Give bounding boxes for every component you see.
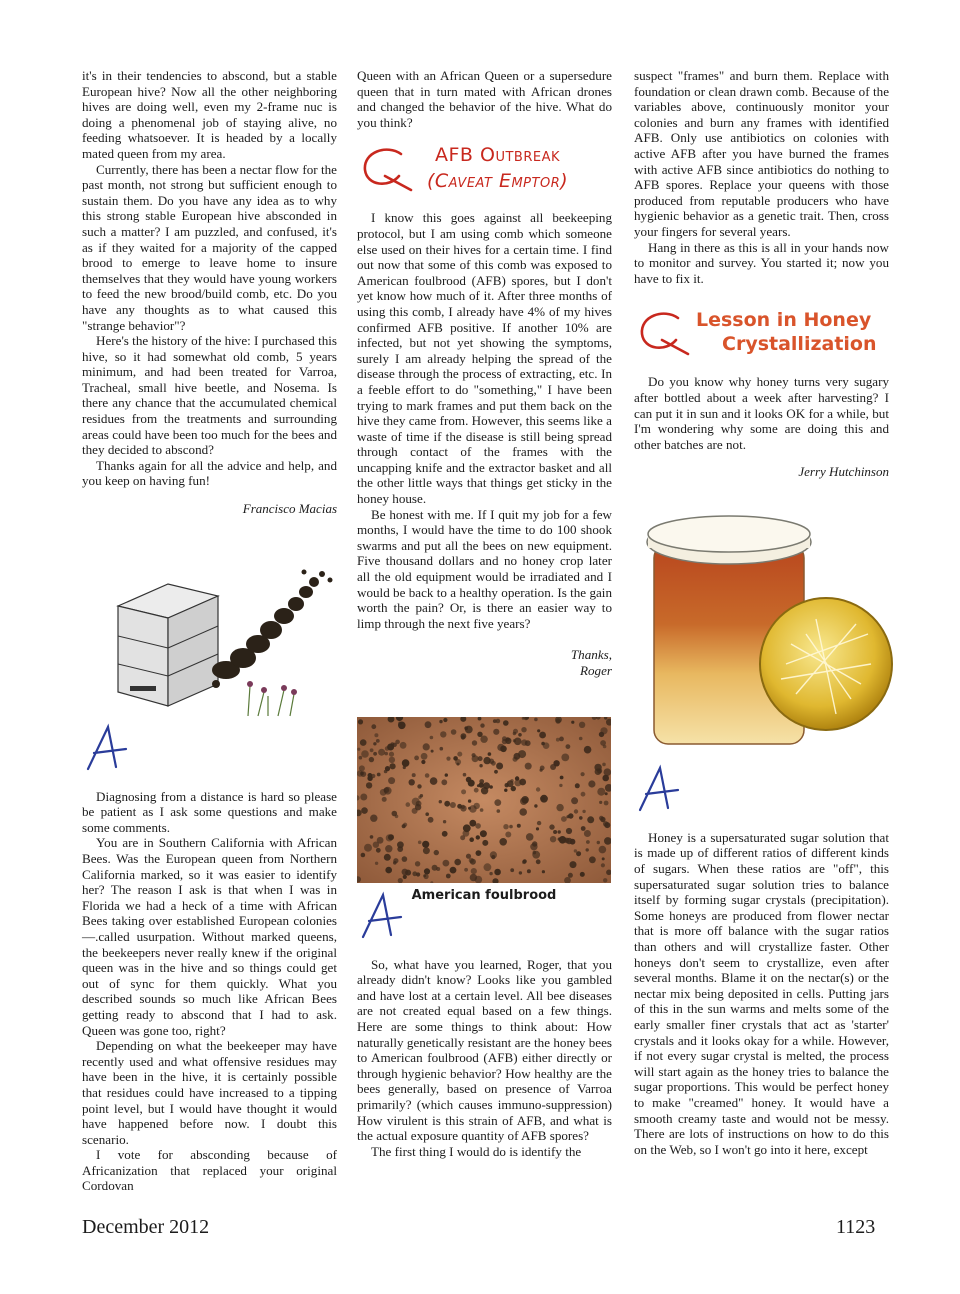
brood-cell	[480, 723, 484, 727]
brood-cell	[391, 742, 395, 746]
letter-paragraph: it's in their tendencies to abscond, but a stable European hive? Now all the other neighboring hives are doing well, even my 2-frame nuc is doing a phenomenal job of staying alive, no feeding whatsoever. It is headed by a locally mated queen from my area.	[82, 68, 337, 161]
brood-cell	[500, 746, 507, 753]
brood-cell	[505, 832, 511, 838]
brood-cell	[412, 871, 417, 876]
brood-cell	[566, 828, 572, 834]
brood-cell	[575, 783, 580, 788]
brood-cell	[370, 815, 377, 822]
brood-cell	[539, 732, 546, 739]
brood-cell	[461, 735, 465, 739]
brood-cell	[579, 722, 585, 728]
brood-cell	[468, 807, 471, 810]
brood-cell	[499, 838, 507, 846]
brood-cell	[510, 868, 514, 872]
brood-cell	[375, 862, 378, 865]
brood-cell	[534, 804, 537, 807]
brood-cell	[370, 835, 374, 839]
brood-cell	[357, 748, 360, 751]
column-2	[357, 68, 612, 1159]
brood-cell	[556, 738, 560, 742]
brood-cell	[440, 731, 446, 737]
brood-cell	[493, 729, 499, 735]
brood-cell	[521, 739, 527, 745]
brood-cell	[559, 784, 562, 787]
brood-cell	[489, 872, 492, 875]
brood-cell	[443, 820, 446, 823]
brood-cell	[599, 846, 607, 854]
brood-cell	[464, 868, 468, 872]
brood-cell	[599, 801, 602, 804]
brood-cell	[514, 779, 521, 786]
brood-cell	[370, 748, 374, 752]
question-title	[696, 308, 877, 356]
brood-cell	[423, 847, 430, 854]
brood-cell	[361, 853, 366, 858]
brood-cell	[559, 737, 564, 742]
brood-cell	[472, 753, 476, 757]
brood-cell	[558, 838, 561, 841]
brood-cell	[361, 750, 369, 758]
brood-cell	[461, 789, 466, 794]
brood-cell	[463, 773, 467, 777]
brood-cell	[561, 754, 569, 762]
brood-cell	[384, 752, 388, 756]
brood-cell	[378, 749, 385, 756]
brood-cell	[382, 797, 387, 802]
brood-cell	[417, 784, 421, 788]
brood-cell	[496, 763, 503, 770]
question-header-afb	[357, 140, 612, 204]
brood-cell	[464, 726, 468, 730]
brood-cell	[376, 739, 380, 743]
brood-cell	[393, 861, 397, 865]
brood-cell	[574, 809, 578, 813]
brood-cell	[489, 759, 494, 764]
brood-cell	[388, 834, 394, 840]
brood-cell	[360, 794, 367, 801]
brood-cell	[457, 804, 462, 809]
brood-cell	[504, 789, 507, 792]
brood-cell	[359, 756, 363, 760]
brood-cell	[584, 746, 592, 754]
brood-cell	[371, 724, 376, 729]
brood-cell	[369, 757, 374, 762]
answer-paragraph: Depending on what the beekeeper may have recently used and what offensive residues may have been in the hive, it is certainly possible that residues could have increased to a tipping point level, but I would have thought it would have happened before now. I doubt this scenario.	[82, 1038, 337, 1147]
answer-paragraph: Diagnosing from a distance is hard so please be patient as I ask some questions and make some comments.	[82, 788, 337, 835]
letter-paragraph: Be honest with me. If I quit my job for a few months, I would have the time to do 100 shook swarms and put all the bees on new equipment. Five thousand dollars and no honey crop later all the old equipment would be irradiated and I would be back to a healthy operation. Is the gain worth the pain? Or, is there an easier way to limp through the next five years?	[357, 506, 612, 631]
brood-cell	[586, 848, 589, 851]
brood-cell	[385, 845, 392, 852]
brood-cell	[395, 740, 400, 745]
beehive-swarm-illustration	[108, 566, 340, 718]
brood-cell	[469, 820, 476, 827]
brood-cell	[488, 752, 492, 756]
brood-cell	[442, 831, 448, 837]
brood-cell	[581, 772, 585, 776]
brood-cell	[443, 860, 450, 867]
brood-cell	[476, 850, 482, 856]
answer-paragraph: You are in Southern California with African Bees. Was the European queen from Northern California marked, so it was easier to identify her? The reason I ask is that when I was in Florida we had a heck of a time with African Bees taking over established European colonies —.called usurpation. Without marked queens, the beekeepers never really knew if the original queen was in the hive and so things could get out of sync for them quickly. What you described sounds so much like African Bees getting ready to abscond that I had to ask. Queen was gone too, right?	[82, 835, 337, 1038]
brood-cell	[522, 860, 526, 864]
brood-cell	[476, 835, 480, 839]
photo-caption: American foulbrood	[411, 888, 557, 903]
brood-cell	[403, 875, 407, 879]
brood-cell	[493, 719, 497, 723]
brood-cell	[441, 779, 447, 785]
brood-cell	[566, 838, 572, 844]
brood-cell	[571, 797, 578, 804]
brood-cell	[368, 773, 373, 778]
letter-paragraph: Here's the history of the hive: I purchased this hive, so it had somewhat old comb, 5 years minimum, and had been treated for Varroa, Tracheal, small hive beetle, and Nosema. Is there any chance that the accumulated chemical residues from the treatments and surrounding areas could have been too much for the bees and they decided to abscond?	[82, 333, 337, 458]
brood-cell	[568, 813, 573, 818]
brood-cell	[568, 873, 573, 878]
brood-cell	[445, 773, 448, 776]
brood-cell	[540, 795, 548, 803]
brood-cell	[597, 841, 600, 844]
brood-cell	[398, 722, 401, 725]
brood-cell	[421, 753, 428, 760]
brood-cell	[474, 803, 480, 809]
brood-cell	[586, 840, 590, 844]
title-line-2: (Caveat Emptor)	[427, 170, 569, 193]
brood-cell	[533, 851, 537, 855]
brood-cell	[603, 878, 607, 882]
brood-cell	[482, 840, 488, 846]
brood-cell	[582, 810, 585, 813]
brood-cell	[537, 729, 540, 732]
title-line-1: Lesson in Honey	[696, 309, 872, 332]
brood-cell	[398, 878, 403, 883]
answer-paragraph: Hang in there as this is all in your hands now to monitor and survey. You started it; now you have to fix it.	[634, 239, 889, 286]
brood-cell	[494, 799, 501, 806]
signature: Jerry Hutchinson	[798, 464, 889, 480]
question-q-icon	[634, 304, 694, 364]
brood-cell	[566, 744, 571, 749]
brood-cell	[579, 816, 583, 820]
brood-cell	[389, 757, 395, 763]
brood-cell	[424, 868, 430, 874]
brood-cell	[377, 773, 381, 777]
brood-cell	[588, 780, 595, 787]
brood-cell	[525, 763, 532, 770]
brood-cell	[374, 733, 378, 737]
brood-cell	[581, 792, 586, 797]
signature-line: Thanks,	[570, 647, 612, 663]
brood-cell	[604, 801, 609, 806]
brood-cell	[589, 856, 596, 863]
brood-cell	[513, 739, 516, 742]
brood-cell	[556, 804, 563, 811]
brood-cell	[543, 742, 550, 749]
brood-cell	[446, 757, 450, 761]
brood-cell	[483, 782, 490, 789]
brood-cell	[384, 787, 390, 793]
brood-cell	[579, 737, 583, 741]
brood-cell	[570, 861, 577, 868]
brood-cell	[519, 871, 522, 874]
brood-cell	[385, 867, 392, 874]
page-number: 1123	[836, 1216, 876, 1238]
answer-paragraph: I vote for absconding because of Africanization that replaced your original Cordovan	[82, 1147, 337, 1194]
brood-cell	[597, 788, 605, 796]
brood-cell	[422, 841, 429, 848]
brood-cell	[494, 770, 498, 774]
brood-cell	[443, 718, 447, 722]
brood-cell	[366, 782, 372, 788]
brood-cell	[549, 824, 554, 829]
brood-cell	[600, 740, 606, 746]
brood-cell	[425, 773, 430, 778]
brood-cell	[574, 849, 577, 852]
brood-cell	[484, 863, 492, 871]
answer-paragraph: suspect "frames" and burn them. Replace with foundation or clean drawn comb. Because of the variables above, continuously monitor your colonies and burn any frames with identified AFB. Only use antibiotics on colonies with active AFB after you have burned the frames with active AFB since antibiotics do nothing to AFB spores. Replace your queens with those produced from reputable producers who have hygienic behavior as a genetic trait. Then, cross your fingers for several years.	[634, 68, 889, 239]
brood-cell	[434, 850, 439, 855]
answer-paragraph: So, what have you learned, Roger, that you already didn't know? Looks like you gambled and have lost at a certain level. All bee diseases are not created equal based on a few things. Here are some things to think about: How naturally genetically resistant are the honey bees to American foulbrood (AFB) either directly or through hygienic behavior? How healthy are the bees generally, based on presence of Varroa primarily? (which causes immuno-suppression) How virulent is this strain of AFB, and what is the actual exposure quantity of AFB spores?	[357, 956, 612, 1144]
brood-cell	[415, 861, 420, 866]
brood-cell	[576, 851, 581, 856]
brood-cell	[373, 742, 376, 745]
brood-cell	[460, 835, 465, 840]
brood-cell	[385, 766, 390, 771]
question-header-honey	[634, 304, 889, 368]
brood-cell	[511, 786, 516, 791]
brood-cell	[431, 750, 434, 753]
brood-cell	[455, 759, 461, 765]
brood-cell	[542, 870, 545, 873]
brood-cell	[517, 824, 521, 828]
brood-cell	[604, 768, 612, 776]
brood-cell	[428, 817, 434, 823]
answer-paragraph: Honey is a supersaturated sugar solution that is made up of different ratios of different kinds of sugars. When these ratios are "off", this supersaturated sugar solution tries to balance itself by forming sugar crystals (precipitation). Some honeys are produced from flower nectar that is more off balance with the sugar ratios than others and will crystallize faster. Other honeys don't seem to crystallize, even after several months. Blame it on the nectar(s) or the nectar mix being deposited in cells. Putting jars of this in the sun warms and melts some of the early smaller finer crystals that act as 'starter' crystals and it looks okay for a while. However, if not every sugar crystal is melted, the process will start again as the honey tries to balance the sugar proportions. This would be perfect honey to make "creamed" honey. It would have a smooth creamy taste and would not be messy. There are lots of instructions on how to do this on the Web, so I won't go into it here, except	[634, 829, 889, 1157]
brood-cell	[376, 848, 381, 853]
brood-cell	[580, 872, 585, 877]
brood-cell	[530, 843, 537, 850]
brood-cell	[468, 799, 471, 802]
brood-cell	[581, 826, 586, 831]
signature-name: Roger	[580, 663, 612, 678]
letter-paragraph: Thanks again for all the advice and help, and you keep on having fun!	[82, 457, 337, 489]
brood-cell	[418, 796, 421, 799]
brood-cell	[423, 743, 430, 750]
brood-cell	[360, 772, 364, 776]
brood-cell	[494, 869, 501, 876]
brood-cell	[537, 821, 541, 825]
brood-cell	[364, 844, 372, 852]
brood-cell	[406, 802, 411, 807]
brood-cell	[436, 867, 440, 871]
brood-cell	[373, 752, 377, 756]
brood-cell	[390, 763, 396, 769]
answer-a-icon	[82, 723, 337, 779]
brood-cell	[477, 732, 482, 737]
brood-cell	[526, 833, 534, 841]
brood-cell	[502, 736, 507, 741]
brood-cell	[558, 830, 561, 833]
honey-jar-crystal-illustration	[646, 514, 896, 752]
question-q-icon	[357, 140, 417, 200]
signature	[357, 647, 612, 678]
signature: Francisco Macias	[242, 501, 337, 517]
question-title	[427, 142, 569, 194]
brood-cell	[560, 776, 564, 780]
brood-cell	[534, 718, 538, 722]
brood-cell	[472, 740, 477, 745]
brood-cell	[527, 869, 531, 873]
brood-cell	[518, 750, 526, 758]
brood-cell	[471, 868, 477, 874]
brood-cell	[412, 798, 420, 806]
answer-paragraph: The first thing I would do is identify the	[371, 1143, 582, 1159]
brood-cell	[358, 719, 363, 724]
brood-cell	[503, 824, 508, 829]
brood-cell	[430, 777, 438, 785]
brood-cell	[444, 801, 450, 807]
brood-cell	[602, 857, 605, 860]
brood-cell	[446, 874, 451, 879]
letter-paragraph: I know this goes against all beekeeping protocol, but I am using comb which someone else used on their hives for a certain time. I find out now that some of this comb was exposed to American foulbrood (AFB) spores, but I don't yet know how much of it. After three months of using this comb, I already have 4% of my hives confirmed AFB positive. If another 10% are infected, but not yet showing the symptoms, surely I am already helping the spread of the disease through the process of extracting, etc. In a feeble effort to do "something," I have been trying to mark frames and put them back on the hive they came from. However, this seems like a waste of time if the disease is still being spread through contact of the frames with the uncapping knife and the extractor basket and all the other little ways that things get sticky in the honey house.	[357, 210, 612, 507]
brood-cell	[409, 779, 415, 785]
brood-cell	[509, 825, 513, 829]
brood-cell	[402, 869, 409, 876]
brood-cell	[389, 752, 394, 757]
brood-cell	[479, 764, 482, 767]
brood-cell	[599, 732, 604, 737]
letter-paragraph: Currently, there has been a nectar flow for the past month, not strong but sufficient enough to sustain them. Do you have any idea as to why this strong stable European hive absconded in such a matter? I am puzzled, and confused, it's as if they waited for a majority of the capped brood to emerge to leave home to insure themselves that they would have young workers to feed the new brood/build comb, etc. Do you have any thoughts as to what caused this "strange behavior"?	[82, 161, 337, 333]
brood-cell	[518, 733, 522, 737]
brood-cell	[522, 798, 528, 804]
answer-a-icon	[634, 764, 889, 820]
brood-cell	[536, 827, 539, 830]
brood-cell	[474, 788, 479, 793]
brood-cell	[425, 812, 429, 816]
brood-cell	[603, 821, 608, 826]
brood-cell	[550, 836, 556, 842]
brood-cell	[602, 763, 606, 767]
brood-cell	[400, 742, 407, 749]
brood-cell	[451, 729, 457, 735]
brood-cell	[395, 815, 399, 819]
brood-cell	[468, 780, 475, 787]
brood-cell	[469, 837, 474, 842]
brood-cell	[601, 863, 605, 867]
question-paragraph: Do you know why honey turns very sugary after bottled about a week after harvesting? I can put it in sun and it looks OK for a while, but I'm wondering why some are doing this and other batches are not.	[634, 374, 889, 452]
brood-cell	[536, 787, 540, 791]
brood-cell	[402, 856, 408, 862]
brood-cell	[388, 777, 395, 784]
brood-cell	[536, 859, 541, 864]
brood-cell	[418, 841, 422, 845]
brood-cell	[457, 752, 462, 757]
brood-cell	[503, 720, 509, 726]
brood-cell	[480, 736, 487, 743]
brood-cell	[440, 747, 444, 751]
brood-cell	[439, 800, 442, 803]
brood-cell	[425, 721, 432, 728]
brood-cell	[373, 842, 379, 848]
brood-cell	[540, 766, 545, 771]
brood-cell	[595, 768, 602, 775]
brood-cell	[360, 739, 367, 746]
brood-cell	[587, 816, 594, 823]
brood-cell	[450, 802, 456, 808]
brood-cell	[414, 756, 419, 761]
brood-cell	[510, 779, 513, 782]
issue-date: December 2012	[82, 1216, 210, 1238]
brood-cell	[397, 841, 404, 848]
title-line-1: AFB Outbreak	[435, 144, 560, 167]
brood-cell	[469, 858, 474, 863]
brood-cell	[519, 808, 527, 816]
brood-cell	[421, 760, 425, 764]
brood-cell	[513, 732, 516, 735]
brood-cell	[584, 830, 591, 837]
brood-cell	[497, 809, 501, 813]
brood-cell	[454, 859, 461, 866]
brood-cell	[561, 816, 567, 822]
brood-cell	[450, 867, 457, 874]
brood-cell	[361, 807, 368, 814]
brood-cell	[412, 773, 416, 777]
brood-cell	[550, 764, 556, 770]
brood-cell	[475, 823, 481, 829]
brood-cell	[479, 779, 484, 784]
brood-cell	[521, 727, 526, 732]
brood-cell	[571, 721, 574, 724]
brood-cell	[384, 854, 391, 861]
brood-cell	[491, 855, 495, 859]
brood-cell	[553, 830, 557, 834]
title-line-2: Crystallization	[722, 333, 877, 356]
brood-cell	[402, 759, 410, 767]
brood-cell	[430, 736, 434, 740]
brood-cell	[403, 823, 407, 827]
brood-cell	[424, 874, 429, 879]
american-foulbrood-photo	[357, 717, 611, 883]
brood-cell	[439, 720, 442, 723]
brood-cell	[480, 808, 484, 812]
letter-paragraph: Queen with an African Queen or a supersedure queen that in turn mated with African drones and changed the behavior of the hive. What do you think?	[357, 68, 612, 130]
brood-cell	[480, 830, 487, 837]
